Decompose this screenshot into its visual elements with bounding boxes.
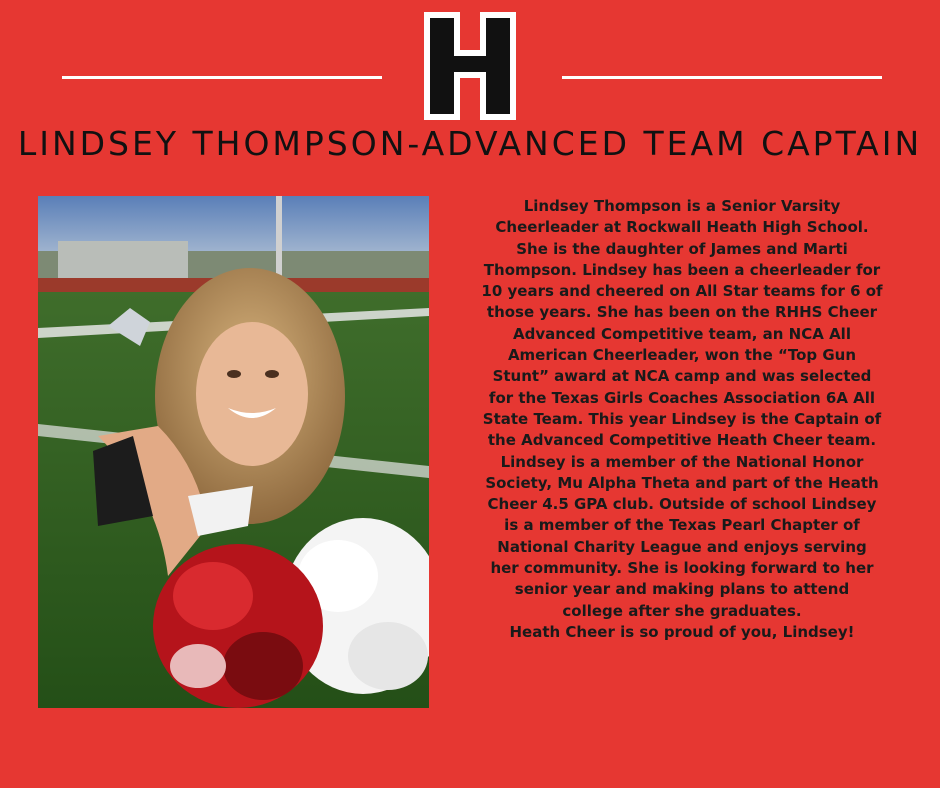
logo-letter: H — [469, 78, 471, 79]
red-pom-pom — [153, 544, 323, 708]
divider-right — [562, 76, 882, 79]
heath-h-logo — [420, 8, 520, 124]
divider-left — [62, 76, 382, 79]
cheerleader-photo — [38, 196, 429, 708]
bio-text: Lindsey Thompson is a Senior Varsity Cheerleader at Rockwall Heath High School. She is the daughter of James and Marti Thompson. Lindsey has been a cheerleader for 10 years and cheered on All Star teams for 6 of those years. She has been on the RHHS Cheer Advanced Competitive team, an NCA All American Cheerleader, won the “Top Gun Stunt” award at NCA camp and was selected for the Texas Girls Coaches Association 6A All State Team. This year Lindsey is the Captain of the Advanced Competitive Heath Cheer team. Lindsey is a member of the National Honor Society, Mu Alpha Theta and part of the Heath Cheer 4.5 GPA club. Outside of school Lindsey is a member of the Texas Pearl Chapter of National Charity League and enjoys serving her community. She is looking forward to her senior year and making plans to attend college after she graduates. Heath Cheer is so proud of you, Lindsey! — [481, 197, 883, 641]
page-title: LINDSEY THOMPSON-ADVANCED TEAM CAPTAIN — [17, 124, 923, 163]
